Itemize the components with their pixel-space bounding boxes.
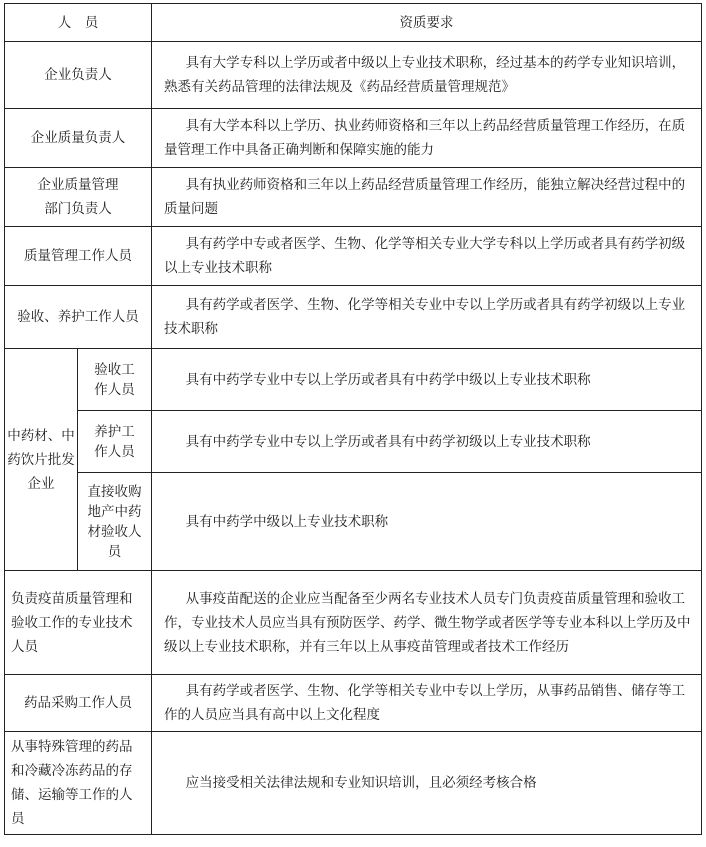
personnel-cell: 企业负责人 [5, 42, 152, 109]
requirement-text: 具有中药学专业中专以上学历或者具有中药学中级以上专业技术职称 [185, 371, 591, 388]
personnel-cell: 企业质量负责人 [5, 109, 152, 168]
requirement-cell [152, 473, 702, 571]
requirement-cell [152, 675, 702, 732]
requirement-text: 具有中药学专业中专以上学历或者具有中药学初级以上专业技术职称 [185, 433, 591, 450]
table-row [5, 473, 702, 571]
requirement-cell [152, 349, 702, 411]
requirement-cell [152, 286, 702, 349]
table-row [5, 168, 702, 227]
personnel-cell: 药品采购工作人员 [5, 675, 152, 732]
qualification-table [4, 3, 702, 835]
table-row [5, 349, 702, 411]
personnel-cell: 从事特殊管理的药品和冷藏冷冻药品的存储、运输等工作的人员 [5, 732, 152, 835]
table-row [5, 571, 702, 675]
table-row [5, 732, 702, 835]
requirement-cell [152, 411, 702, 473]
requirement-cell [152, 227, 702, 286]
table-row [5, 227, 702, 286]
requirement-text: 具有大学专科以上学历或者中级以上专业技术职称，经过基本的药学专业知识培训，熟悉有关药品管理的法律法规及《药品经营质量管理规范》 [164, 55, 686, 95]
personnel-cell: 质量管理工作人员 [5, 227, 152, 286]
requirement-text: 具有药学或者医学、生物、化学等相关专业中专以上学历，从事药品销售、储存等工作的人员应当具有高中以上文化程度 [164, 683, 686, 723]
personnel-cell: 验收、养护工作人员 [5, 286, 152, 349]
requirement-text: 应当接受相关法律法规和专业知识培训，且必须经考核合格 [185, 775, 537, 791]
requirement-cell [152, 42, 702, 109]
requirement-cell [152, 109, 702, 168]
requirement-text: 具有中药学中级以上专业技术职称 [185, 513, 389, 530]
table-row [5, 42, 702, 109]
tcm-group-cell: 中药材、中药饮片批发企业 [5, 349, 78, 571]
table-row [5, 411, 702, 473]
tcm-sub-personnel-cell: 养护工作人员 [78, 411, 152, 473]
requirement-cell [152, 168, 702, 227]
header-personnel: 人 员 [5, 4, 152, 42]
table-row [5, 675, 702, 732]
personnel-cell: 负责疫苗质量管理和验收工作的专业技术人员 [5, 571, 152, 675]
requirement-text: 从事疫苗配送的企业应当配备至少两名专业技术人员专门负责疫苗质量管理和验收工作，专业技术人员应当具有预防医学、药学、微生物学或者医学等专业本科以上学历及中级以上专业技术职称，并有三年以上从事疫苗管理或者技术工作经历 [164, 590, 691, 655]
requirement-text: 具有药学中专或者医学、生物、化学等相关专业大学专科以上学历或者具有药学初级以上专业技术职称 [164, 236, 686, 276]
table-row [5, 109, 702, 168]
requirement-text: 具有大学本科以上学历、执业药师资格和三年以上药品经营质量管理工作经历，在质量管理工作中具备正确判断和保障实施的能力 [164, 118, 686, 158]
requirement-cell [152, 732, 702, 835]
requirement-text: 具有执业药师资格和三年以上药品经营质量管理工作经历，能独立解决经营过程中的质量问题 [164, 177, 686, 217]
requirement-text: 具有药学或者医学、生物、化学等相关专业中专以上学历或者具有药学初级以上专业技术职称 [164, 297, 686, 337]
table-row [5, 286, 702, 349]
tcm-sub-personnel-cell: 验收工作人员 [78, 349, 152, 411]
header-requirement: 资质要求 [152, 4, 702, 42]
requirement-cell [152, 571, 702, 675]
tcm-sub-personnel-cell: 直接收购地产中药材验收人员 [78, 473, 152, 571]
personnel-cell: 企业质量管理部门负责人 [5, 168, 152, 227]
table-header-row [5, 4, 702, 42]
